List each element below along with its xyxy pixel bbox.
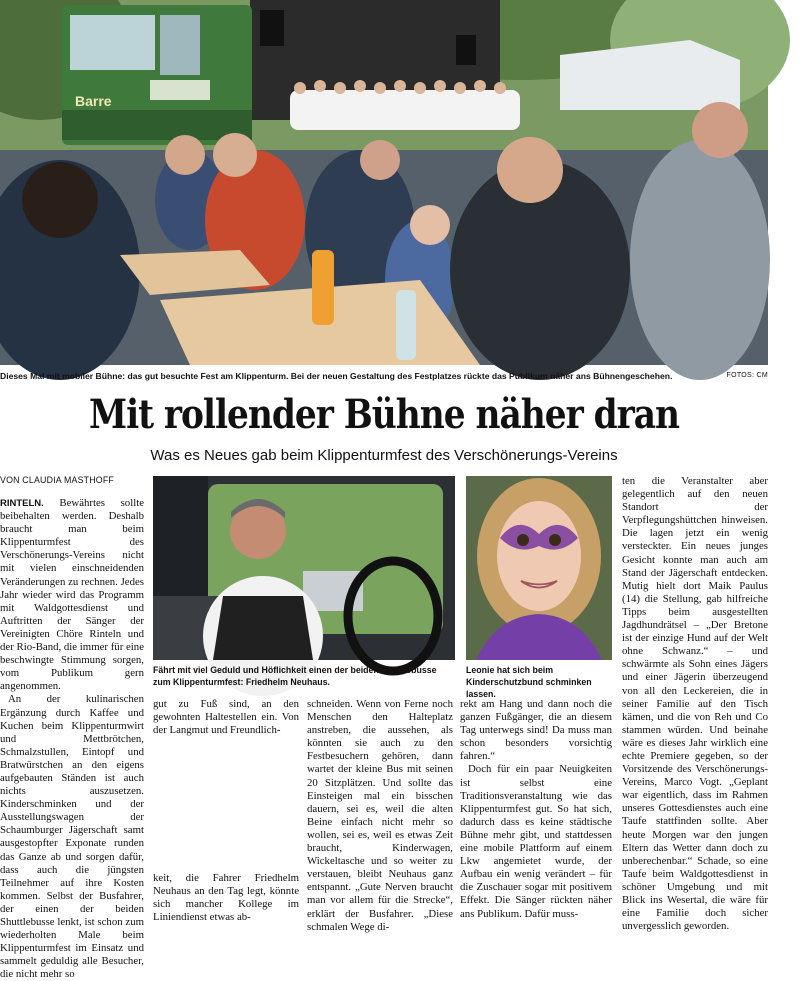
dateline: RINTELN. xyxy=(0,498,44,509)
article-column-2: gut zu Fuß sind, an den gewohnten Haltestellen ein. Von der Langmut und Freundlich- xyxy=(153,698,299,737)
bus-driver-photo xyxy=(153,476,455,660)
subheadline: Was es Neues gab beim Klippenturmfest des Verschönerungs-Vereins xyxy=(150,447,618,464)
byline: VON CLAUDIA MASTHOFF xyxy=(0,475,114,485)
article-column-4 xyxy=(460,698,612,921)
festival-photo xyxy=(0,0,768,365)
truck xyxy=(62,5,252,145)
article-column-3: schneiden. Wenn von Ferne noch Menschen den Halteplatz anstreben, die aussehen, als könnten sie auch zu den Festbesuchern gehören, dann wartet der kleine Bus mit seinen 20 Sitzplätzen. Und sollte das Einsteigen mal ein bisschen dauern, sei es, weil die alten Beine einfach nicht mehr so wollen, sei es, weil es etwas Zeit braucht, Kinderwagen, Wickeltasche und so weiter zu verstauen, bleibt Neuhaus ganz entspannt. „Gute Nerven braucht man vor allem für die Strecke“, erklärt der Busfahrer. „Diese schmalen Wege di- xyxy=(307,698,453,933)
article-column-2-continued: keit, die Fahrer Friedhelm Neuhaus an den Tag legt, könnte sich mancher Kollege im Liniendienst etwas ab- xyxy=(153,872,299,924)
article-column-5: ten die Veranstalter aber gelegentlich auf den neuen Standort der Verpflegungshüttchen hinweisen. Die lagen jetzt ein wenig versteckter. Ein neues junges Gesicht konnte man auch am Stand der Jägerschaft entdecken. Mutig hielt dort Maik Paulus (14) die Stellung, gab hilfreiche Tipps beim ausgestellten Jagdhundrätsel – „Der Bretone ist der einzige Hund auf der Welt ohne Schwanz.“ – und schwärmte als Sohn eines Jägers und einer Jägerin überzeugend von all den Leckereien, die in seiner Familie auf den Tisch kämen, und die von Reh und Co stammen würden. Und beinahe wäre es dieses Jahr wirklich eine echte Premiere gegeben, so der Vorsitzende des Verschönerungs-Vereins, Marco Vogt. „Geplant war eigentlich, dass im Rahmen unseres Gottesdienstes auch eine Taufe stattfinden sollte. Aber heute Morgen war den jungen Eltern das Wetter dann doch zu unberechenbar.“ Schade, so eine Taufe beim Waldgottesdienst in schöner Umgebung und mit Blick ins Wesertal, die wäre für eine Familie doch sicher unvergesslich geworden. xyxy=(622,475,768,933)
headline: Mit rollender Bühne näher dran xyxy=(89,391,679,438)
article-paragraph xyxy=(0,497,144,693)
article-text: Bewährtes sollte beibehalten werden. Deshalb braucht man beim Klippenturmfest des Verschönerungs-Vereins nicht mit vielen einschneidenden Veränderungen zu rechnen. Jedes Jahr wieder wird das Programm mit Waldgottesdienst und Auftritten der Sänger der Vereinigten Chöre Rinteln und der Rio-Band, die immer für eine beschwingte Stimmung sorgen, vom Publikum gern angenommen. xyxy=(0,497,144,693)
face-paint-photo xyxy=(466,476,612,660)
article-paragraph: Doch für ein paar Neuigkeiten ist selbst eine Traditionsveranstaltung wie das Klippenturmfest gut. So hat sich, dadurch dass es keine städtische Bühne mehr gibt, und stattdessen eine mobile Plattform auf einem Lkw angemietet wurde, der Aufbau ein wenig verändert – für die Zuschauer sogar mit positivem Effekt. Die Sänger rückten näher ans Publikum. Dafür muss- xyxy=(460,763,612,920)
face-paint-drawing xyxy=(466,476,612,660)
photo-caption-text: Dieses Mal mit mobiler Bühne: das gut besuchte Fest am Klippenturm. Bei der neuen Gestaltung des Festplatzes rückte das Publikum näher ans Bühnengeschehen. xyxy=(0,371,673,381)
truck-brand: Barre xyxy=(75,93,112,109)
article-paragraph: An der kulinarischen Ergänzung durch Kaffee und Kuchen beim Klippenturmwirt und Mettbrötchen, Schmalzstullen, Eintopf und Bratwürstchen an den eigens aufgebauten Ständen ist auch nichts auszusetzen. Kinderschminken und der Ausstellungswagen der Schaumburger Jägerschaft samt ausgestopfter Exponate runden das Ganze ab und sorgen dafür, dass auch die jüngsten Teilnehmer auf ihre Kosten kommen. Selbst der Busfahrer, der einen der beiden Shuttlebusse lenkt, ist schon zum wiederholten Male beim Klippenturmfest im Einsatz und sammelt geduldig alle Besucher, die nicht mehr so xyxy=(0,693,144,981)
article-paragraph: rekt am Hang und dann noch die ganzen Fußgänger, die an diesem Tag unterwegs sind! Da muss man schon besonders vorsichtig fahren.“ xyxy=(460,698,612,763)
photo-caption xyxy=(0,368,768,384)
festival-photo-drawing xyxy=(0,0,768,365)
photo-credit: FOTOS: CM xyxy=(726,372,768,379)
article-column-1 xyxy=(0,497,144,981)
face-paint-caption: Leonie hat sich beim Kinderschutzbund schminken lassen. xyxy=(466,665,592,699)
bus-driver-drawing xyxy=(153,476,455,660)
bus-photo-caption: Fährt mit viel Geduld und Höflichkeit einen der beiden Shuttlebusse zum Klippenturmfest: Friedhelm Neuhaus. xyxy=(153,665,437,687)
